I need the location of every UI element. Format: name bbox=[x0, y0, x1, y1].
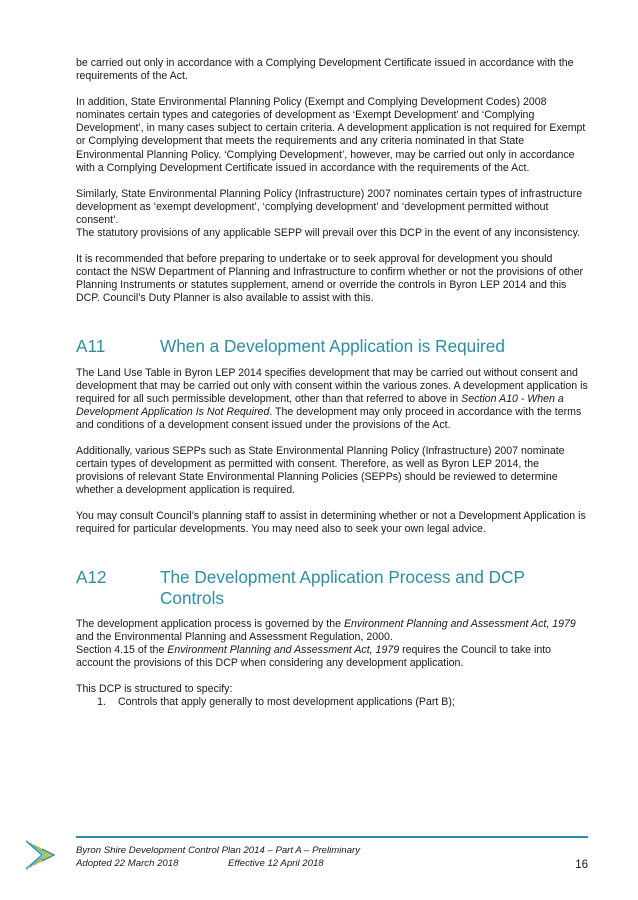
list-item-text: Controls that apply generally to most development applications (Part B); bbox=[118, 696, 455, 708]
byron-shire-logo-icon bbox=[24, 838, 58, 872]
list-number: 1. bbox=[97, 696, 106, 708]
paragraph: This DCP is structured to specify: bbox=[76, 682, 233, 695]
text-run: Section 4.15 of the bbox=[76, 643, 168, 656]
act-title: Environment Planning and Assessment Act, 1979 bbox=[343, 617, 576, 630]
page-footer bbox=[76, 845, 588, 871]
paragraph: Similarly, State Environmental Planning Policy (Infrastructure) 2007 nominates certain types of infrastructure development as ‘exempt development’, ‘complying development’ and ‘development permitted without consent’. bbox=[76, 187, 583, 226]
footer-divider bbox=[76, 836, 588, 838]
paragraph: The statutory provisions of any applicable SEPP will prevail over this DCP in the event of any inconsistency. bbox=[76, 227, 581, 240]
act-title: Environment Planning and Assessment Act, 1979 bbox=[167, 643, 400, 656]
paragraph bbox=[76, 367, 588, 432]
paragraph: You may consult Council’s planning staff to assist in determining whether or not a Development Application is required for particular developments. You may need also to seek your own legal advice. bbox=[76, 510, 586, 536]
text-run: requires the Council to take into account the provisions of this DCP when considering any development application. bbox=[76, 643, 552, 669]
section-heading-a12 bbox=[76, 567, 588, 609]
footer-adopted-date: Adopted 22 March 2018 bbox=[76, 857, 179, 869]
section-number: A11 bbox=[76, 335, 106, 356]
text-run: . The development may only proceed in accordance with the terms and conditions of a development consent issued under the provisions of the Act. bbox=[76, 405, 582, 431]
page-number: 16 bbox=[575, 859, 588, 871]
list-item bbox=[76, 696, 588, 709]
text-run: The development application process is governed by the bbox=[76, 617, 344, 630]
paragraph: be carried out only in accordance with a Complying Development Certificate issued in accordance with the requirements of the Act. bbox=[76, 57, 574, 83]
section-number: A12 bbox=[76, 566, 107, 587]
footer-title: Byron Shire Development Control Plan 2014 – Part A – Preliminary bbox=[76, 845, 361, 856]
section-heading-a11 bbox=[76, 336, 588, 357]
paragraph: In addition, State Environmental Planning Policy (Exempt and Complying Development Codes) 2008 nominates certain types and categories of development as ‘Exempt Development’ and ‘Complying Development’, in many cases subject to certain criteria. A development application is not required for Exempt or Complying development that meets the requirements and any criteria nominated in that State Environmental Planning Policy. ‘Complying Development’, however, may be carried out only in accordance with a Complying Development Certificate issued in accordance with the requirements of the Act. bbox=[76, 96, 586, 174]
document-body bbox=[76, 57, 588, 709]
section-reference: Section A10 - When a Development Application Is Not Required bbox=[76, 392, 564, 418]
text-run: The Land Use Table in Byron LEP 2014 specifies development that may be carried out without consent and development that may be carried out only with consent within the various zones. A development application is required for all such permissible development, other than that referred to above in bbox=[76, 366, 588, 405]
structure-list bbox=[76, 696, 588, 709]
paragraph bbox=[76, 644, 588, 670]
paragraph: Additionally, various SEPPs such as State Environmental Planning Policy (Infrastructure) 2007 nominate certain types of development as permitted with consent. Therefore, as well as Byron LEP 2014, the provisions of relevant State Environmental Planning Policies (SEPPs) should be reviewed to determine whether a development application is required. bbox=[76, 444, 565, 497]
text-run: and the Environmental Planning and Assessment Regulation, 2000. bbox=[76, 630, 393, 643]
paragraph bbox=[76, 618, 588, 644]
section-title: The Development Application Process and DCP Controls bbox=[160, 566, 525, 608]
footer-effective-date: Effective 12 April 2018 bbox=[228, 857, 324, 869]
section-title: When a Development Application is Required bbox=[160, 335, 505, 356]
paragraph: It is recommended that before preparing to undertake or to seek approval for development you should contact the NSW Department of Planning and Infrastructure to confirm whether or not the provisions of other Planning Instruments or statutes supplement, amend or override the controls in Byron LEP 2014 and this DCP. Council’s Duty Planner is also available to assist with this. bbox=[76, 253, 583, 305]
